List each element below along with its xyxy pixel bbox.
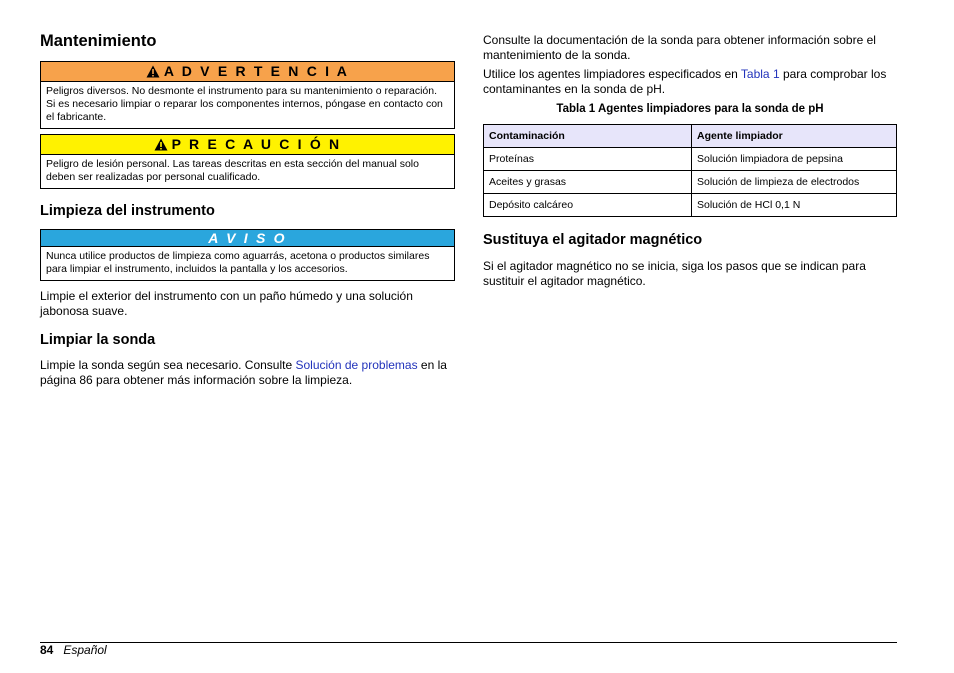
caution-header xyxy=(41,135,454,155)
section-heading-maintenance: Mantenimiento xyxy=(40,32,157,50)
warning-box xyxy=(40,61,455,129)
page-footer xyxy=(40,643,107,657)
clean-probe-text-2: en la página 86 para obtener más información sobre la limpieza. xyxy=(40,358,447,387)
cleaning-agents-paragraph xyxy=(483,67,897,97)
table-1-link[interactable]: Tabla 1 xyxy=(740,67,780,81)
table-cell: Solución de limpieza de electrodos xyxy=(692,171,897,194)
troubleshooting-link[interactable]: Solución de problemas xyxy=(295,358,418,372)
table-cell: Proteínas xyxy=(484,148,692,171)
caution-box xyxy=(40,134,455,189)
warning-header xyxy=(41,62,454,82)
caution-text: Peligro de lesión personal. Las tareas descritas en esta sección del manual solo deben ser realizadas por personal cualificado. xyxy=(46,158,419,183)
cleaning-agents-table xyxy=(483,124,897,217)
probe-documentation-paragraph: Consulte la documentación de la sonda para obtener información sobre el mantenimiento de la sonda. xyxy=(483,33,876,62)
cleaning-agents-text-2: para comprobar los contaminantes en la sonda de pH. xyxy=(483,67,887,96)
caution-triangle-icon xyxy=(154,137,168,156)
page-number: 84 xyxy=(40,643,54,657)
table-cell: Solución limpiadora de pepsina xyxy=(692,148,897,171)
replace-stirrer-paragraph: Si el agitador magnético no se inicia, siga los pasos que se indican para sustituir el agitador magnético. xyxy=(483,259,866,288)
clean-probe-paragraph xyxy=(40,358,453,388)
table-header-row xyxy=(484,125,897,148)
warning-text: Peligros diversos. No desmonte el instrumento para su mantenimiento o reparación. Si es necesario limpiar o reparar los componentes internos, póngase en contacto con el fabricante. xyxy=(46,85,443,123)
table-row xyxy=(484,194,897,217)
column-header-contamination: Contaminación xyxy=(484,125,692,148)
table-caption: Tabla 1 Agentes limpiadores para la sonda de pH xyxy=(556,103,824,115)
cleaning-agents-text-1: Utilice los agentes limpiadores especificados en xyxy=(483,67,741,81)
table-row xyxy=(484,148,897,171)
clean-instrument-paragraph: Limpie el exterior del instrumento con un paño húmedo y una solución jabonosa suave. xyxy=(40,289,413,318)
table-cell: Depósito calcáreo xyxy=(484,194,692,217)
subheading-clean-probe: Limpiar la sonda xyxy=(40,332,156,348)
footer-divider xyxy=(40,642,897,643)
table-cell: Aceites y grasas xyxy=(484,171,692,194)
table-cell: Solución de HCl 0,1 N xyxy=(692,194,897,217)
subheading-replace-stirrer: Sustituya el agitador magnético xyxy=(483,232,703,248)
notice-box xyxy=(40,229,455,281)
caution-title: P R E C A U C I Ó N xyxy=(171,136,342,152)
warning-triangle-icon xyxy=(146,64,160,83)
clean-probe-text-1: Limpie la sonda según sea necesario. Consulte xyxy=(40,358,296,372)
notice-header: A V I S O xyxy=(41,230,454,247)
notice-text: Nunca utilice productos de limpieza como aguarrás, acetona o productos similares para limpiar el instrumento, incluidos la pantalla y los accesorios. xyxy=(46,250,430,275)
footer-language: Español xyxy=(63,643,107,657)
table-row xyxy=(484,171,897,194)
column-header-cleaning-agent: Agente limpiador xyxy=(692,125,897,148)
warning-title: A D V E R T E N C I A xyxy=(163,63,350,79)
subheading-clean-instrument: Limpieza del instrumento xyxy=(40,203,215,219)
